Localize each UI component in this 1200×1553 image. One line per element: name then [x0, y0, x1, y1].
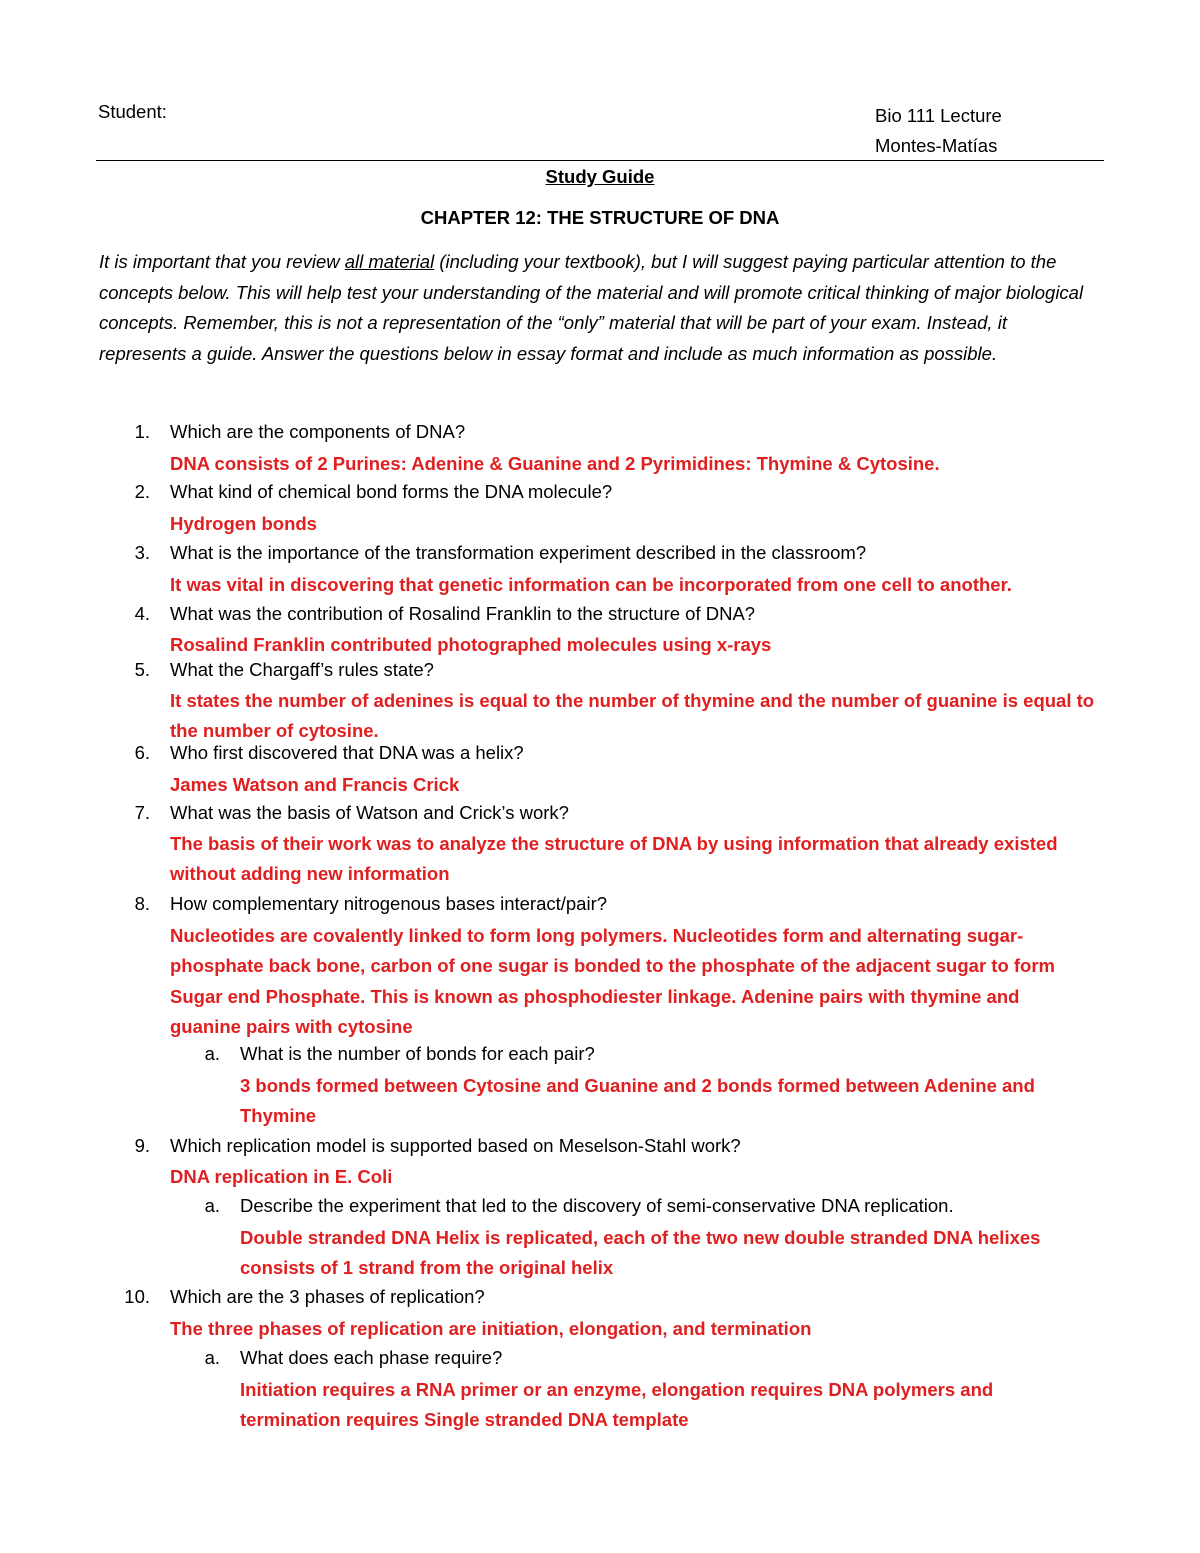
question-text: How complementary nitrogenous bases interact/pair?: [170, 893, 608, 914]
answer-text: Rosalind Franklin contributed photographed molecules using x-rays: [170, 634, 772, 655]
question-text: Which replication model is supported based on Meselson-Stahl work?: [170, 1135, 741, 1156]
item-number: 10.: [124, 1286, 150, 1307]
item-number: 8.: [134, 893, 150, 914]
question-text: Who first discovered that DNA was a helix?: [170, 742, 524, 763]
item-number: a.: [204, 1347, 220, 1368]
question-text: What the Chargaff’s rules state?: [170, 659, 434, 680]
instructor-name: Montes-Matías: [875, 135, 998, 156]
answer-text: Double stranded DNA Helix is replicated, each of the two new double stranded DNA helixes consists of 1 strand from the original helix: [240, 1227, 1041, 1279]
item-number: 9.: [134, 1135, 150, 1156]
intro-text-1: It is important that you review: [99, 251, 345, 272]
item-number: 4.: [134, 603, 150, 624]
answer-text: DNA consists of 2 Purines: Adenine & Guanine and 2 Pyrimidines: Thymine & Cytosine.: [170, 453, 940, 474]
question-text: What is the importance of the transformation experiment described in the classroom?: [170, 542, 867, 563]
item-number: 7.: [134, 802, 150, 823]
answer-text: The basis of their work was to analyze the structure of DNA by using information that already existed without adding new information: [170, 833, 1058, 885]
question-text: What does each phase require?: [240, 1347, 503, 1368]
answer-text: It states the number of adenines is equal to the number of thymine and the number of guanine is equal to the number of cytosine.: [170, 690, 1095, 742]
item-number: 5.: [134, 659, 150, 680]
answer-text: James Watson and Francis Crick: [170, 774, 460, 795]
item-number: 3.: [134, 542, 150, 563]
answer-text: Nucleotides are covalently linked to form long polymers. Nucleotides form and alternating sugar-phosphate back bone, carbon of one sugar is bonded to the phosphate of the adjacent sugar to form Sugar end Phosphate. This is known as phosphodiester linkage. Adenine pairs with thymine and guanine pairs with cytosine: [170, 925, 1055, 1037]
intro-underlined: all material: [344, 251, 435, 272]
question-text: Describe the experiment that led to the discovery of semi-conservative DNA replication.: [240, 1195, 954, 1216]
question-text: What is the number of bonds for each pair?: [240, 1043, 595, 1064]
answer-text: Hydrogen bonds: [170, 513, 317, 534]
header-divider: [96, 160, 1104, 161]
question-text: What was the basis of Watson and Crick’s work?: [170, 802, 569, 823]
intro-paragraph: [99, 247, 1099, 369]
answer-text: Initiation requires a RNA primer or an enzyme, elongation requires DNA polymers and termination requires Single stranded DNA template: [240, 1379, 994, 1431]
intro-text-2: (including your textbook), but I will suggest paying particular attention to the concepts below. This will help test your understanding of the material and will promote critical thinking of major biological concepts. Remember, this is not a representation of the “only” material that will be part of your exam. Instead, it represents a guide. Answer the questions below in essay format and include as much information as possible.: [99, 251, 1084, 364]
student-label: Student:: [98, 101, 167, 122]
answer-text: DNA replication in E. Coli: [170, 1166, 393, 1187]
answer-text: 3 bonds formed between Cytosine and Guanine and 2 bonds formed between Adenine and Thymine: [240, 1075, 1035, 1127]
answer-text: The three phases of replication are initiation, elongation, and termination: [170, 1318, 812, 1339]
question-text: What kind of chemical bond forms the DNA molecule?: [170, 481, 613, 502]
question-text: Which are the components of DNA?: [170, 421, 466, 442]
item-number: 1.: [134, 421, 150, 442]
question-text: Which are the 3 phases of replication?: [170, 1286, 485, 1307]
item-number: 2.: [134, 481, 150, 502]
question-text: What was the contribution of Rosalind Franklin to the structure of DNA?: [170, 603, 756, 624]
course-info: [875, 101, 1002, 161]
item-number: a.: [204, 1195, 220, 1216]
document-title: Study Guide: [545, 166, 655, 187]
course-name: Bio 111 Lecture: [875, 105, 1002, 126]
answer-text: It was vital in discovering that genetic information can be incorporated from one cell to another.: [170, 574, 1012, 595]
item-number: a.: [204, 1043, 220, 1064]
item-number: 6.: [134, 742, 150, 763]
chapter-heading: CHAPTER 12: THE STRUCTURE OF DNA: [420, 207, 780, 228]
